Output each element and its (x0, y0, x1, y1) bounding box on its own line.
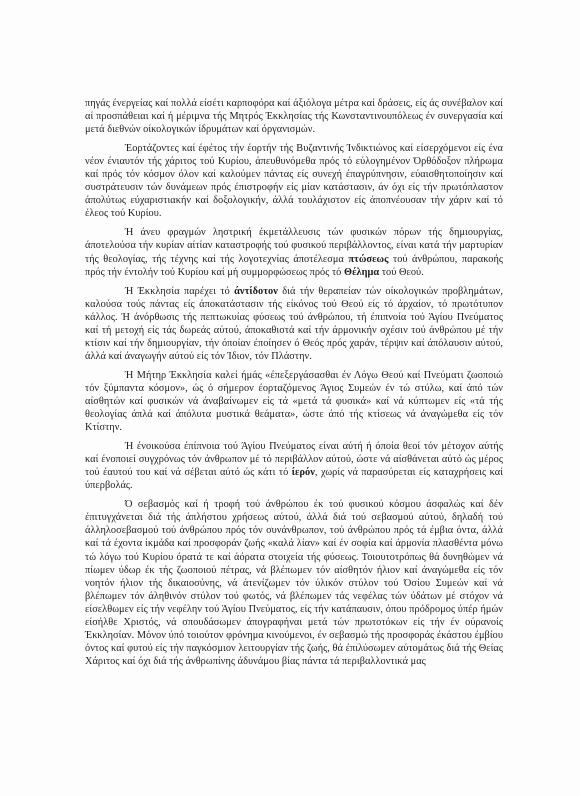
text-run: Ή ένοικούσα έπίπνοια τού Άγίου Πνεύματος είναι αύτή ή όποία θεοί τόν μέτοχον αύτής καί ένοποιεί συγχρόνως τόν άνθρωπον μέ τό περιβάλλον αύτού, ώστε νά αίσθάνεται αύτό ώς μέρος τού έαυτού του καί νά σέβεται αύτό ώς κάτι τό (85, 441, 503, 479)
text-run: Ή άνευ φραγμών ληστρική έκμετάλλευσις τών φυσικών πόρων τής δημιουργίας, άποτελούσα τήν κυρίαν αίτίαν καταστροφής τού φυσικού περιβάλλοντος, είναι κατά τήν μαρτυρίαν τής θεολογίας, τής τέχνης καί τής λογοτεχνίας άποτέλεσμα (85, 227, 503, 265)
paragraph (85, 97, 503, 136)
bold-term: Θέλημα (344, 266, 380, 278)
text-run: Ό σεβασμός καί ή τροφή τού άνθρώπου έκ τού φυσικού κόσμου άσφαλώς καί δέν έπιτυγχάνεται διά τής άπλήστου χρήσεως αύτού, άλλά διά τού σεβασμού αύτού, δηλαδή τού άλληλοσεβασμού τού άνθρώπου πρός τόν συνάνθρωπον, τού άνθρώπου πρός τά έμβια όντα, άλλά καί τά έχοντα ίκμάδα καί προσφοράν ζωής «καλά λίαν» καί έν σοφία καί άρμονία πλασθέντα μόνω τώ λόγω τού Κυρίου όρατά τε καί άόρατα στοιχεία τής φύσεως. Τοιουτοτρόπως θά δυνηθώμεν νά πίωμεν ύδωρ έκ τής ζωοποιού πέτρας, νά βλέπωμεν τόν αίσθητόν ήλιον καί άναγώμεθα είς τόν νοητόν ήλιον τής δικαιοσύνης, νά άτενίζωμεν τόν ύλικόν στύλον τού Όσίου Συμεών καί νά βλέπωμεν τόν άληθινόν στύλον τού φωτός, νά βλέπωμεν τάς νεφέλας τών ύδάτων μέ στόχον νά είσελθωμεν είς τήν νεφέλην τού Άγίου Πνεύματος, είς τήν κατάπαυσιν, όπου πρόδρομος ύπέρ ήμών είσήλθε Χριστός, νά σπουδάσωμεν άπογραφήναι μετά τών πρωτοτόκων είς τήν έν ούρανοίς Έκκλησίαν. Μόνον ύπό τοιούτον φρόνημα κινούμενοι, έν σεβασμώ τής προσφοράς έκάστου έμβίου όντος καί φυτού είς τήν παγκόσμιον λειτουργίαν τής ζωής, θά έπιλύσωμεν αύτομάτως διά τής Θείας Χάριτος καί όχι διά τής άνθρωπίνης άδυνάμου βίας πάντα τά περιβαλλοντικά μας (85, 499, 503, 667)
text-run: , χωρίς νά παρασύρεται είς καταχρήσεις καί ύπερβολάς. (85, 467, 503, 492)
paragraph (85, 285, 503, 363)
text-run: τού άνθρώπου, παρακοής πρός τήν έντολήν τού Κυρίου καί μή συμμορφώσεως πρός τό (85, 253, 504, 278)
text-run: Ή Έκκλησία παρέχει τό (125, 285, 235, 297)
body-text (85, 97, 503, 668)
paragraph (85, 369, 503, 434)
text-run: Έορτάζοντες καί έφέτος τήν έορτήν τής Βυζαντινής Ίνδικτιώνος καί είσερχόμενοι είς ένα νέον ένιαυτόν τής χάριτος τού Κυρίου, άπευθυνόμεθα πρός τό εύλογημένον Όρθόδοξον πλήρωμα καί πρός τόν κόσμον όλον καί καλούμεν πάντας είς συνεχή έπαγρύπνησιν, εύαισθητοποίησιν καί συστράτευσιν τών δυνάμεων πρός έπιστροφήν είς μίαν κατάστασιν, άν όχι είς τήν πρωτόπλαστον άπολύτως εύχαριστιακήν καί δοξολογικήν, άλλά τουλάχιστον είς άποπνέουσαν τήν χάριν καί τό έλεος τού Κυρίου. (85, 143, 503, 220)
paragraph (85, 142, 503, 220)
bold-term: άντίδοτον (234, 285, 278, 297)
paragraph (85, 226, 503, 278)
text-run: Ή Μήτηρ Έκκλησία καλεί ήμάς «έπεξεργάσασθαι έν Λόγω Θεού καί Πνεύματι ζωοποιώ τόν ξύμπαντα κόσμον», ώς ό σήμερον έορταζόμενος Άγιος Συμεών έν τώ στύλω, καί άπό τών αίσθητών καί φυσικών νά άναβαίνωμεν είς τά «μετά τά φυσικά» καί νά κύπτωμεν είς «τά τής θεολογίας άπλά καί άπόλυτα μυστικά θεάματα», ώστε άπό τής κτίσεως νά άναγώμεθα είς τόν Κτίστην. (85, 369, 503, 434)
text-run: τού Θεού. (379, 266, 424, 278)
text-run: πηγάς ένεργείας καί πολλά είσέτι καρποφόρα καί άξιόλογα μέτρα καί δράσεις, είς άς συνέβαλον καί αί προσπάθειαι καί ή μέριμνα τής Μητρός Έκκλησίας τής Κωνσταντινουπόλεως έν συνεργασία καί μετά διεθνών οίκολογικών ίδρυμάτων καί όργανισμών. (85, 98, 503, 136)
paragraph (85, 498, 503, 668)
paragraph (85, 440, 503, 492)
bold-term: ίερόν (291, 467, 315, 479)
bold-term: πτώσεως (348, 253, 389, 265)
text-run: διά τήν θεραπείαν τών οίκολογικών προβλημάτων, καλούσα τούς πάντας είς άποκατάστασιν τής είκόνος τού Θεού είς τό άρχαίον, τό πρωτότυπον κάλλος. Ή άνόρθωσις τής πεπτωκυίας φύσεως τού άνθρώπου, τή έπιπνοία τού Άγίου Πνεύματος καί τή μετοχή είς τάς δωρεάς αύτού, άποκαθιστά καί τήν άρμονικήν σχέσιν τού άνθρώπου μέ τήν κτίσιν καί τήν δημιουργίαν, τήν όποίαν έποίησεν ό Θεός πρός χαράν, τέρψιν καί άπόλαυσιν αύτού, άλλά καί άναγωγήν αύτού είς τόν Ίδιον, τόν Πλάστην. (85, 285, 503, 362)
